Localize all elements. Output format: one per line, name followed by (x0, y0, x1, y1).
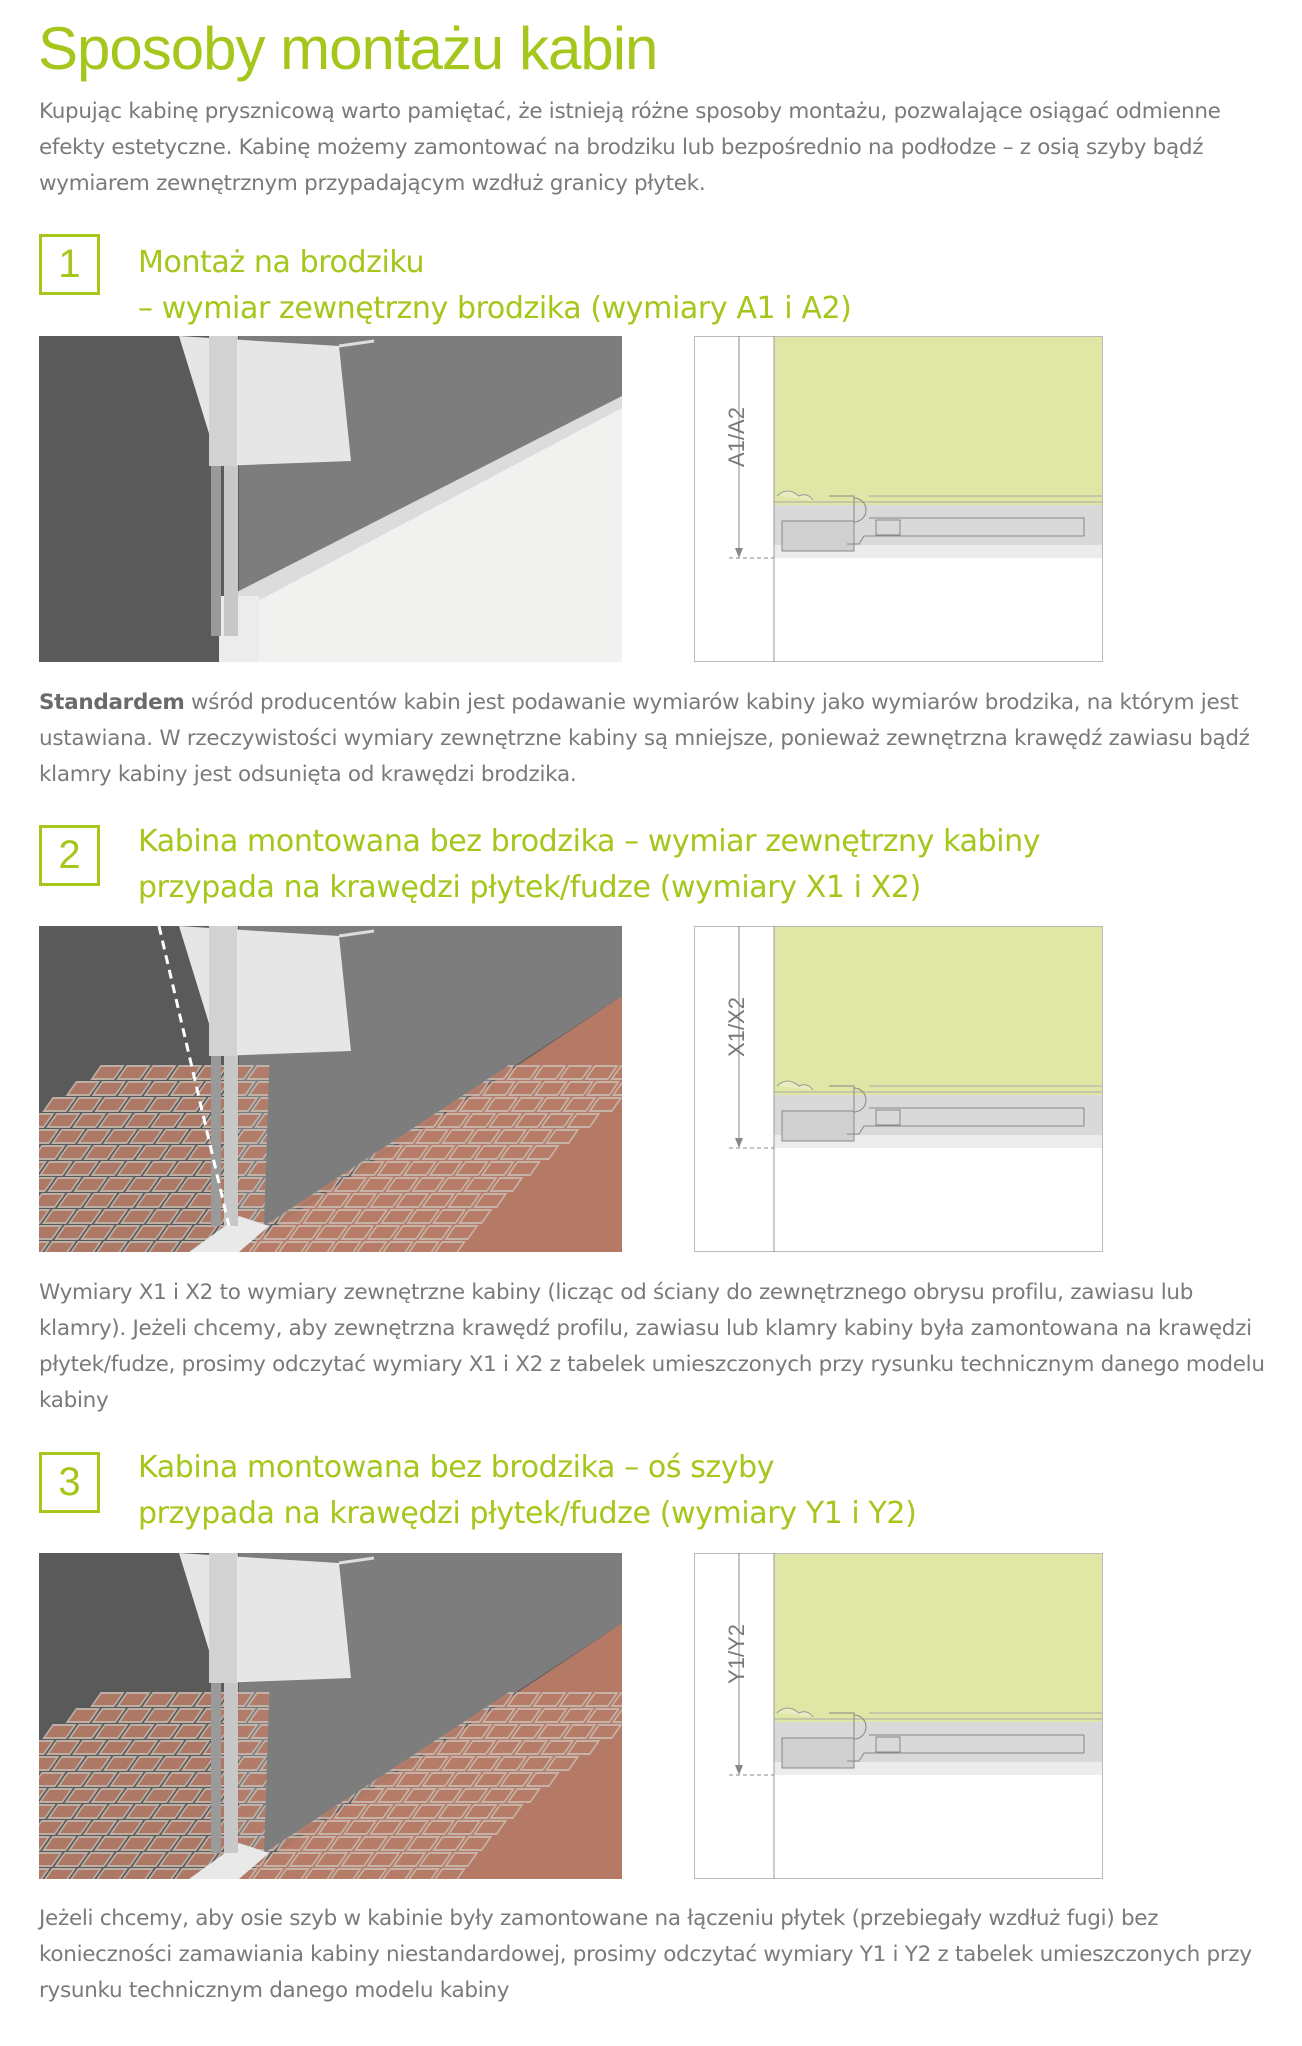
dimension-label: Y1/Y2 (724, 1624, 749, 1684)
technical-diagram (694, 1553, 1103, 1879)
heading-line-1: Kabina montowana bez brodzika – oś szyby (138, 1450, 775, 1485)
section-heading (138, 1445, 916, 1537)
mounting-photo (39, 1553, 622, 1879)
section-text (39, 685, 1279, 793)
section-number: 3 (39, 1452, 100, 1513)
dimension-label: X1/X2 (724, 997, 749, 1057)
section-heading (138, 240, 851, 332)
section-number: 1 (39, 234, 100, 295)
section-text (39, 1275, 1279, 1419)
section-text (39, 1901, 1279, 2009)
text-body: wśród producentów kabin jest podawanie wymiarów kabiny jako wymiarów brodzika, na którym jest ustawiana. W rzeczywistości wymiary zewnętrzne kabiny są mniejsze, ponieważ zewnętrzna krawędź zawiasu bądź klamry kabiny jest odsunięta od krawędzi brodzika. (39, 690, 1250, 787)
section-number: 2 (39, 825, 100, 886)
heading-line-2: – wymiar zewnętrzny brodzika (wymiary A1 i A2) (138, 291, 852, 326)
mounting-photo (39, 926, 622, 1252)
shower-area (774, 337, 1102, 505)
technical-diagram (694, 336, 1103, 662)
profile (782, 521, 854, 551)
heading-line-2: przypada na krawędzi płytek/fudze (wymiary X1 i X2) (138, 870, 921, 905)
heading-line-1: Kabina montowana bez brodzika – wymiar zewnętrzny kabiny (138, 824, 1041, 859)
profile (782, 1738, 854, 1768)
dimension-label: A1/A2 (724, 407, 749, 467)
shower-area (774, 1554, 1102, 1722)
section-heading (138, 819, 1040, 911)
text-body: Wymiary X1 i X2 to wymiary zewnętrzne kabiny (licząc od ściany do zewnętrznego obrysu profilu, zawiasu lub klamry). Jeżeli chcemy, aby zewnętrzna krawędź profilu, zawiasu lub klamry kabiny była zamontowana na krawędzi płytek/fudze, prosimy odczytać wymiary X1 i X2 z tabelek umieszczonych przy rysunku technicznym danego modelu kabiny (39, 1280, 1265, 1413)
intro-text: Kupując kabinę prysznicową warto pamiętać, że istnieją różne sposoby montażu, pozwalające osiągać odmienne efekty estetyczne. Kabinę możemy zamontować na brodziku lub bezpośrednio na podłodze – z osią szyby bądź wymiarem zewnętrznym przypadającym wzdłuż granicy płytek. (39, 99, 1221, 196)
page-title: Sposoby montażu kabin (38, 15, 658, 82)
heading-line-2: przypada na krawędzi płytek/fudze (wymiary Y1 i Y2) (138, 1496, 917, 1531)
shower-area (774, 927, 1102, 1095)
heading-line-1: Montaż na brodziku (138, 245, 425, 280)
technical-diagram (694, 926, 1103, 1252)
profile (782, 1111, 854, 1141)
text-bold: Standardem (39, 690, 185, 715)
mounting-photo (39, 336, 622, 662)
text-body: Jeżeli chcemy, aby osie szyb w kabinie były zamontowane na łączeniu płytek (przebiegały wzdłuż fugi) bez konieczności zamawiania kabiny niestandardowej, prosimy odczytać wymiary Y1 i Y2 z tabelek umieszczonych przy rysunku technicznym danego modelu kabiny (39, 1906, 1252, 2003)
